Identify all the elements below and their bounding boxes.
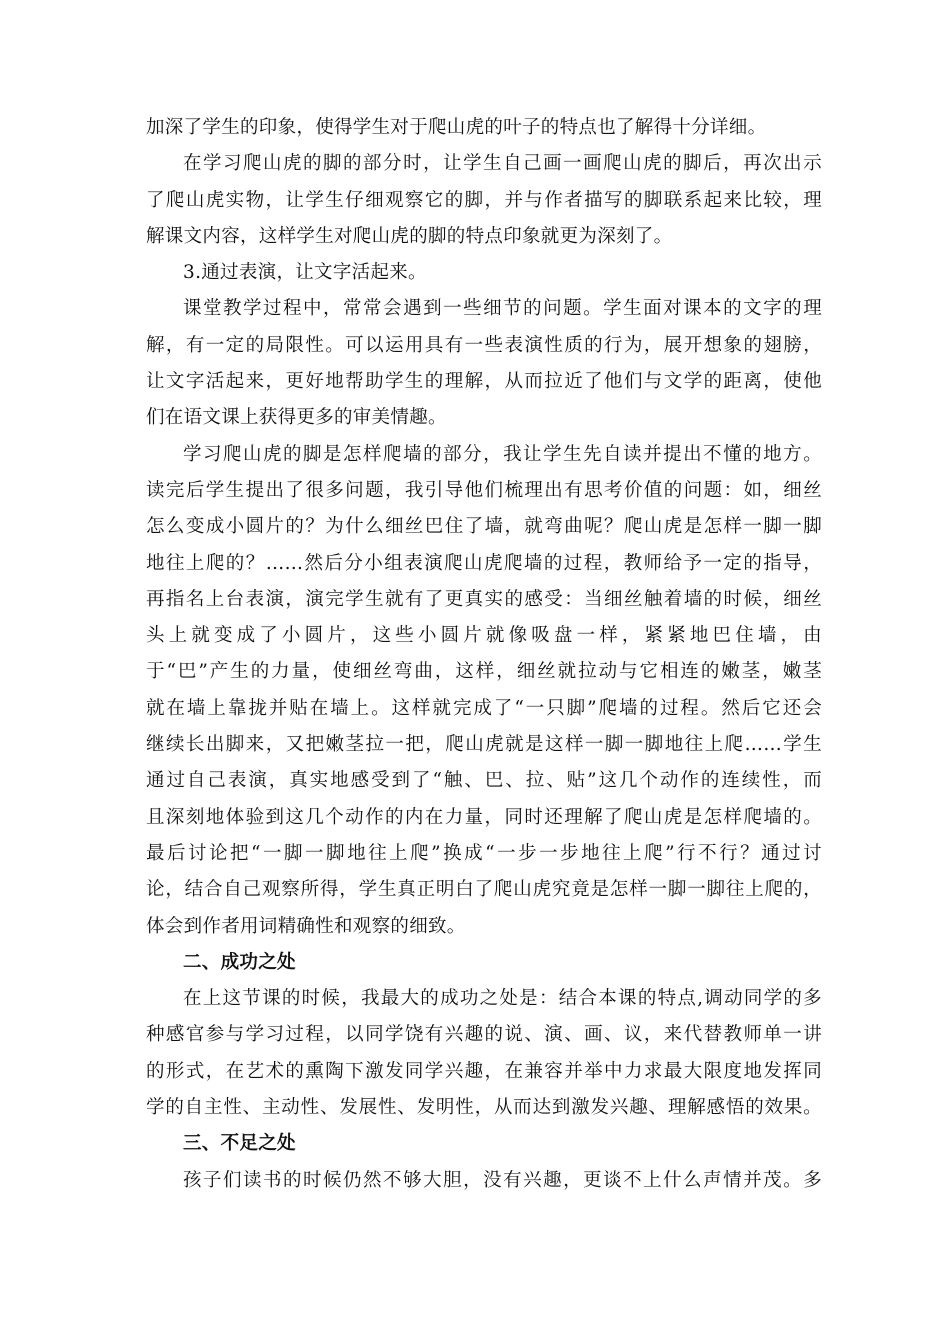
text-line: 怎么变成小圆片的？为什么细丝巴住了墙，就弯曲呢？爬山虎是怎样一脚一脚 xyxy=(146,516,822,538)
text-line: 再指名上台表演，演完学生就有了更真实的感受：当细丝触着墙的时候，细丝 xyxy=(146,588,822,610)
text-line: 读完后学生提出了很多问题，我引导他们梳理出有思考价值的问题：如，细丝 xyxy=(146,479,822,501)
text-line: 解，有一定的局限性。可以运用具有一些表演性质的行为，展开想象的翅膀， xyxy=(146,334,822,356)
section-heading-shortcomings: 三、不足之处 xyxy=(183,1133,296,1155)
text-line: 体会到作者用词精确性和观察的细致。 xyxy=(146,915,466,937)
text-line: 孩子们读书的时候仍然不够大胆，没有兴趣，更谈不上什么声情并茂。多 xyxy=(183,1169,822,1191)
text-line: 在学习爬山虎的脚的部分时，让学生自己画一画爬山虎的脚后，再次出示 xyxy=(183,153,822,175)
text-line: 课堂教学过程中，常常会遇到一些细节的问题。学生面对课本的文字的理 xyxy=(183,298,822,320)
text-line: 了爬山虎实物，让学生仔细观察它的脚，并与作者描写的脚联系起来比较，理 xyxy=(146,189,822,211)
text-line: 让文字活起来，更好地帮助学生的理解，从而拉近了他们与文学的距离，使他 xyxy=(146,371,822,393)
text-line: 学的自主性、主动性、发展性、发明性，从而达到激发兴趣、理解感悟的效果。 xyxy=(146,1097,822,1119)
text-line: 最后讨论把“一脚一脚地往上爬”换成“一步一步地往上爬”行不行？通过讨 xyxy=(146,842,822,864)
text-line: 学习爬山虎的脚是怎样爬墙的部分，我让学生先自读并提出不懂的地方。 xyxy=(183,443,822,465)
text-line: 们在语文课上获得更多的审美情趣。 xyxy=(146,407,447,429)
text-line: 地往上爬的？……然后分小组表演爬山虎爬墙的过程，教师给予一定的指导， xyxy=(146,552,822,574)
text-line: 于“巴”产生的力量，使细丝弯曲，这样，细丝就拉动与它相连的嫩茎，嫩茎 xyxy=(146,661,822,683)
text-line: 就在墙上靠拢并贴在墙上。这样就完成了“一只脚”爬墙的过程。然后它还会 xyxy=(146,697,822,719)
text-line: 且深刻地体验到这几个动作的内在力量，同时还理解了爬山虎是怎样爬墙的。 xyxy=(146,806,822,828)
list-item-heading: 3.通过表演，让文字活起来。 xyxy=(183,262,427,284)
text-line: 的形式，在艺术的熏陶下激发同学兴趣，在兼容并举中力求最大限度地发挥同 xyxy=(146,1060,822,1082)
text-line: 通过自己表演，真实地感受到了“触、巴、拉、贴”这几个动作的连续性，而 xyxy=(146,770,822,792)
text-line: 论，结合自己观察所得，学生真正明白了爬山虎究竟是怎样一脚一脚往上爬的， xyxy=(146,879,822,901)
document-page xyxy=(146,110,822,1199)
text-line: 在上这节课的时候，我最大的成功之处是：结合本课的特点,调动同学的多 xyxy=(183,988,822,1010)
section-heading-success: 二、成功之处 xyxy=(183,951,296,973)
text-line: 头上就变成了小圆片，这些小圆片就像吸盘一样，紧紧地巴住墙，由 xyxy=(146,625,822,647)
text-line: 加深了学生的印象，使得学生对于爬山虎的叶子的特点也了解得十分详细。 xyxy=(146,117,767,138)
text-line: 种感官参与学习过程，以同学饶有兴趣的说、演、画、议，来代替教师单一讲 xyxy=(146,1024,822,1046)
text-line: 解课文内容，这样学生对爬山虎的脚的特点印象就更为深刻了。 xyxy=(146,225,673,247)
text-line: 继续长出脚来，又把嫩茎拉一把，爬山虎就是这样一脚一脚地往上爬……学生 xyxy=(146,734,822,756)
